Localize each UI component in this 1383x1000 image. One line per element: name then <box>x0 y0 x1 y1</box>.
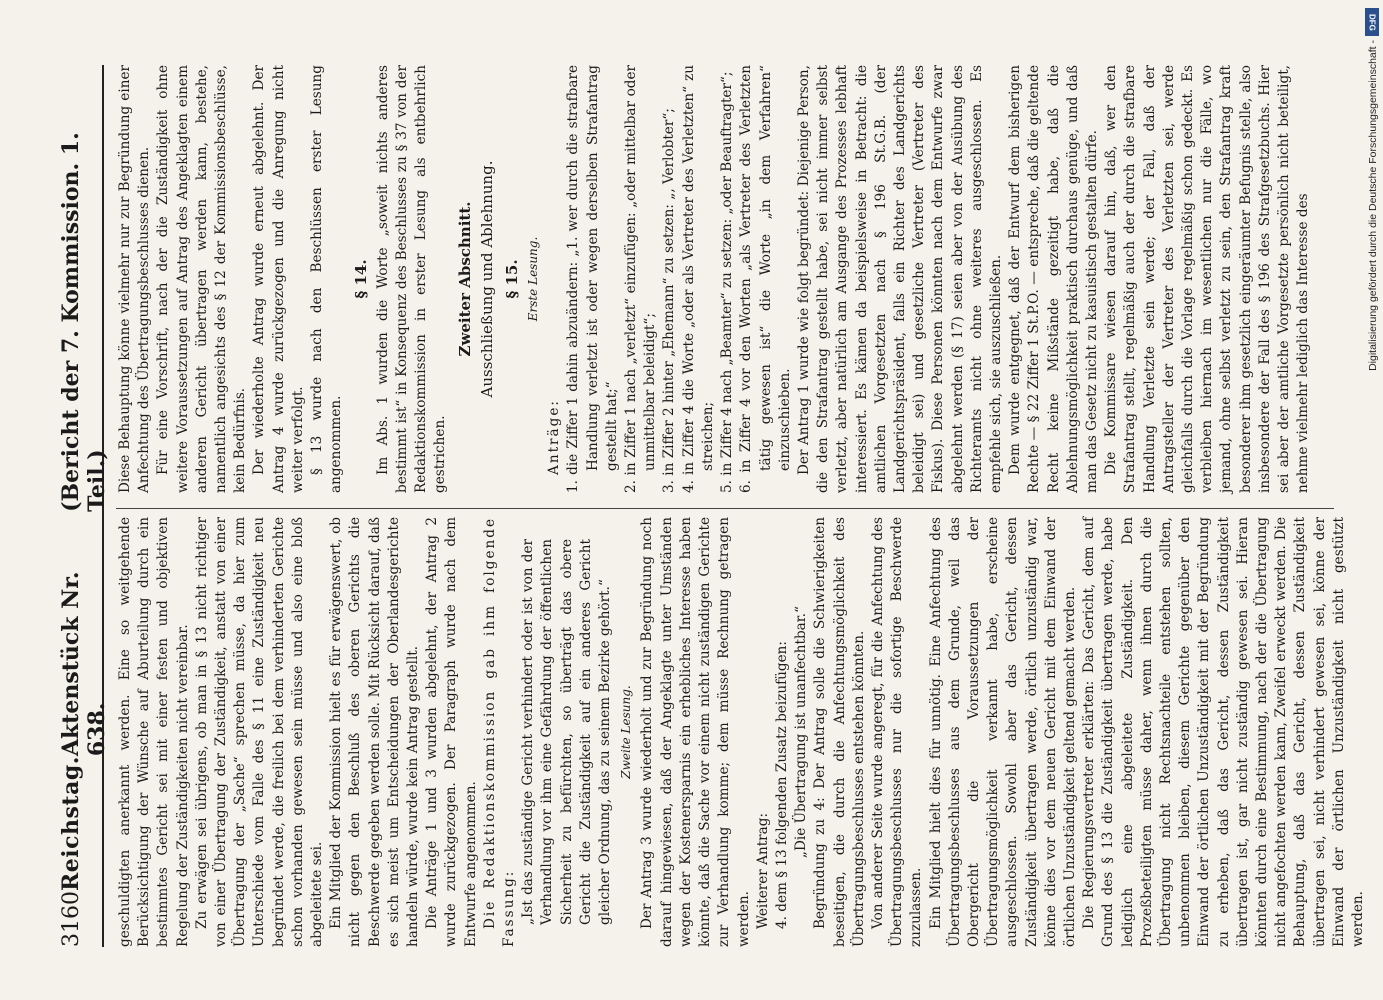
right-paragraph-5: Im Abs. 1 wurden die Worte „soweit nichts anderes bestimmt ist“ in Konsequenz des Beschlusses zu § 37 von der Redaktionskommission in erster Lesung als entbehrlich gestrichen. <box>374 65 449 493</box>
right-paragraph-8: Dem wurde entgegnet, daß der Entwurf dem bisherigen Rechte — § 22 Ziffer 1 St.P.O. — entspreche, daß die geltende Recht keine Mißstände gezeitigt habe, daß die Ablehnungsmöglichkeit praktisch durchaus genüge, und daß man das Gesetz nicht zu kasuistisch gestalten dürfe. <box>1007 65 1100 493</box>
left-paragraph-8: 4. dem § 13 folgenden Zusatz beizufügen: <box>773 641 790 929</box>
section-title: Ausschließung und Ablehnung. <box>477 160 496 398</box>
page-header <box>58 65 110 947</box>
credit-text: Digitalisierung gefördert durch die Deutsche Forschungsgemeinschaft - <box>1367 40 1379 371</box>
left-quote: „Ist das zuständige Gericht verhindert oder ist von der Verhandlung vor ihm eine Gefährdung der öffentlichen Sicherheit zu befürchten, so überträgt das obere Gericht die Zuständigkeit auf ein anderes Gericht gleicher Ordnung, das zu seinem Bezirke gehört.“ <box>520 539 614 925</box>
header-reichstag: Reichstag. <box>58 756 84 891</box>
motion-item-1: 1. die Ziffer 1 dahin abzuändern: „1. wer durch die strafbare Handlung verletzt ist oder wegen derselben Strafantrag gestellt hat;“ <box>565 65 620 493</box>
digitization-credit <box>1367 40 1379 371</box>
left-paragraph-9: „Die Übertragung ist unanfechtbar.“ <box>793 605 810 859</box>
left-paragraph-1: geschuldigten anerkannt werden. Eine so weitgehende Berücksichtigung der Wünsche auf Aburteilung durch ein bestimmtes Gericht sei mit einer festen und objektiven Regelung der Zuständigkeiten nicht vereinbar. <box>117 517 191 947</box>
section-15-heading: § 15. <box>502 259 521 299</box>
right-paragraph-2: Für eine Vorschrift, nach der die Zuständigkeit ohne weitere Voraussetzungen auf Antrag des Angeklagten einem anderen Gericht übertragen werden kann, bestehe, namentlich angesichts des § 12 der Kommissionsbeschlüsse, kein Bedürfnis. <box>155 65 249 493</box>
left-paragraph-10: Begründung zu 4: Der Antrag solle die Schwierigkeiten beseitigen, die durch die Anfechtungsmöglichkeit des Übertragungsbeschlusses entstehen könnten. <box>812 517 867 947</box>
left-paragraph-13: Die Regierungsvertreter erklärten: Das Gericht, dem auf Grund des § 13 die Zuständigkeit übertragen werde, habe lediglich eine abgeleitete Zuständigkeit. Den Prozeßbeteiligten müsse daher, wenn ihnen durch die Übertragung nicht Rechtsnachteile entstehen sollten, unbenommen bleiben, diesem Gerichte gegenüber den Einwand der örtlichen Unzuständigkeit mit der Begründung zu erheben, daß das Gericht, dessen Zuständigkeit übertragen ist, gar nicht zuständig gewesen sei. Hieran könnten durch eine Bestimmung, nach der die Übertragung nicht angefochten werden kann, Zweifel erweckt werden. Die Behauptung, daß das Gericht, dessen Zuständigkeit übertragen sei, nicht verhindert gewesen sei, könne der Einwand der örtlichen Unzuständigkeit nicht gestützt werden. <box>1081 517 1366 947</box>
motion-item-5: 5. in Ziffer 4 nach „Beamter“ zu setzen: „oder Beauftragter“; <box>719 71 736 493</box>
left-column <box>116 517 1366 947</box>
section-14-heading: § 14. <box>352 259 371 299</box>
motion-item-6: 6. in Ziffer 4 vor den Worten „als Vertreter des Verletzten tätig gewesen ist“ die Worte „in dem Verfahren“ einzuschieben. <box>738 65 793 493</box>
right-column <box>116 65 1340 493</box>
left-paragraph-2: Zu erwägen sei übrigens, ob man in § 13 nicht richtiger von einer Übertragung der Zuständigkeit, anstatt von einer Übertragung der „Sache“ sprechen müsse, da hier zum Unterschiede vom Falle des § 11 eine Zuständigkeit neu begründet werde, die freilich bei dem verhinderten Gerichte schon vorhanden gewesen sein müsse und also eine bloß abgeleitete sei. <box>193 517 326 947</box>
page-number: 3160 <box>59 891 84 947</box>
left-paragraph-11: Von anderer Seite wurde angeregt, für die Anfechtung des Übertragungsbeschlusses nur die sofortige Beschwerde zuzulassen. <box>869 517 925 947</box>
left-paragraph-7: Weiterer Antrag: <box>754 812 771 929</box>
first-reading-heading: Erste Lesung. <box>526 236 541 322</box>
right-paragraph-3: Der wiederholte Antrag wurde erneut abgelehnt. Der Antrag 4 wurde zurückgezogen und die Anregung nicht weiter verfolgt. <box>251 65 306 493</box>
right-paragraph-7: Der Antrag 1 wurde wie folgt begründet: Diejenige Person, die den Strafantrag gestellt habe, sei nicht immer selbst verletzt, aber natürlich am Ausgange des Prozesses lebhaft interessiert. Es kämen da beispielsweise in Betracht: die amtlichen Vorgesetzten nach § 196 St.G.B. (der Landgerichtspräsident, falls ein Richter des Landgerichts beleidigt sei) und gesetzliche Vertreter (Vertreter des Fiskus). Diese Personen könnten nach dem Entwurfe zwar abgelehnt werden (§ 17) seien aber von der Ausübung des Richteramts nicht ohne weiteres ausgeschlossen. Es empfehle sich, sie auszuschließen. <box>795 65 1004 493</box>
left-paragraph-6: Der Antrag 3 wurde wiederholt und zur Begründung noch darauf hingewiesen, daß der Angeklagte unter Umständen wegen der Kostenersparnis ein erhebliches Interesse haben könnte, daß die Sache vor einem nicht zuständigen Gerichte zur Verhandlung komme; dem müsse Rechnung getragen werden. <box>639 517 752 947</box>
rotated-document-page <box>30 45 1366 975</box>
heading-second-reading: Zweite Lesung. <box>619 685 634 779</box>
header-bericht: (Bericht der 7. Kommission. 1. Teil.) <box>58 132 110 512</box>
left-paragraph-4: Die Anträge 1 und 3 wurden abgelehnt, der Antrag 2 wurde zurückgezogen. Der Paragraph wurde nach dem Entwurfe angenommen. <box>424 517 479 947</box>
left-paragraph-3: Ein Mitglied der Kommission hielt es für erwägenswert, ob nicht gegen den Beschluß des oberen Gerichts die Beschwerde gegeben werden solle. Mit Rücksicht darauf, daß es sich meist um Entscheidungen der Oberlandesgerichte handeln würde, wurde kein Antrag gestellt. <box>328 517 422 947</box>
left-paragraph-5: Die Redaktionskommission gab ihm folgende Fassung: <box>481 517 518 947</box>
motion-item-3: 3. in Ziffer 2 hinter „Ehemann“ zu setzen: „, Verlobter“; <box>661 108 678 493</box>
section-heading: Zweiter Abschnitt. <box>456 201 475 357</box>
right-paragraph-6: Anträge: <box>546 399 563 475</box>
right-paragraph-1: Diese Behauptung könne vielmehr nur zur Begründung einer Anfechtung des Übertragungsbeschlusses dienen. <box>117 65 153 493</box>
right-paragraph-9: Die Kommissare wiesen darauf hin, daß, wer den Strafantrag stellt, regelmäßig auch der durch die strafbare Handlung Verletzte sein werde; der Fall, daß der Antragsteller der Vertreter des Verletzten sei, werde gleichfalls durch die Vorlage regelmäßig schon gedeckt. Es verbleiben hiernach im wesentlichen nur die Fälle, wo jemand, ohne selbst verletzt zu sein, den Strafantrag kraft besonderer ihm gesetzlich eingeräumter Befugnis stelle, also insbesondere der Fall des § 196 des Strafgesetzbuchs. Hier sei aber der amtliche Vorgesetzte persönlich nicht beteiligt, nehme vielmehr lediglich das Interesse des <box>1103 65 1312 493</box>
left-paragraph-12: Ein Mitglied hielt dies für unnötig. Eine Anfechtung des Übertragungsbeschlusses aus dem Grunde, weil das Obergericht die Voraussetzungen der Übertragungsmöglichkeit verkannt habe, erscheine ausgeschlossen. Sowohl aber das Gericht, dessen Zuständigkeit übertragen werde, örtlich unzuständig war, könne dies vor dem neuen Gericht mit dem Einwand der örtlichen Unzuständigkeit geltend gemacht werden. <box>927 517 1078 947</box>
dfg-logo: DFG <box>1365 8 1379 36</box>
column-divider <box>116 508 1334 509</box>
right-paragraph-4: § 13 wurde nach den Beschlüssen erster Lesung angenommen. <box>309 65 345 493</box>
motion-item-2: 2. in Ziffer 1 nach „verletzt“ einzufügen: „oder mittelbar oder unmittelbar beleidigt“; <box>623 65 659 493</box>
header-aktenstueck: Aktenstück Nr. 638. <box>58 571 110 757</box>
motion-item-4: 4. in Ziffer 4 die Worte „oder als Vertreter des Verletzten“ zu streichen; <box>680 65 716 493</box>
